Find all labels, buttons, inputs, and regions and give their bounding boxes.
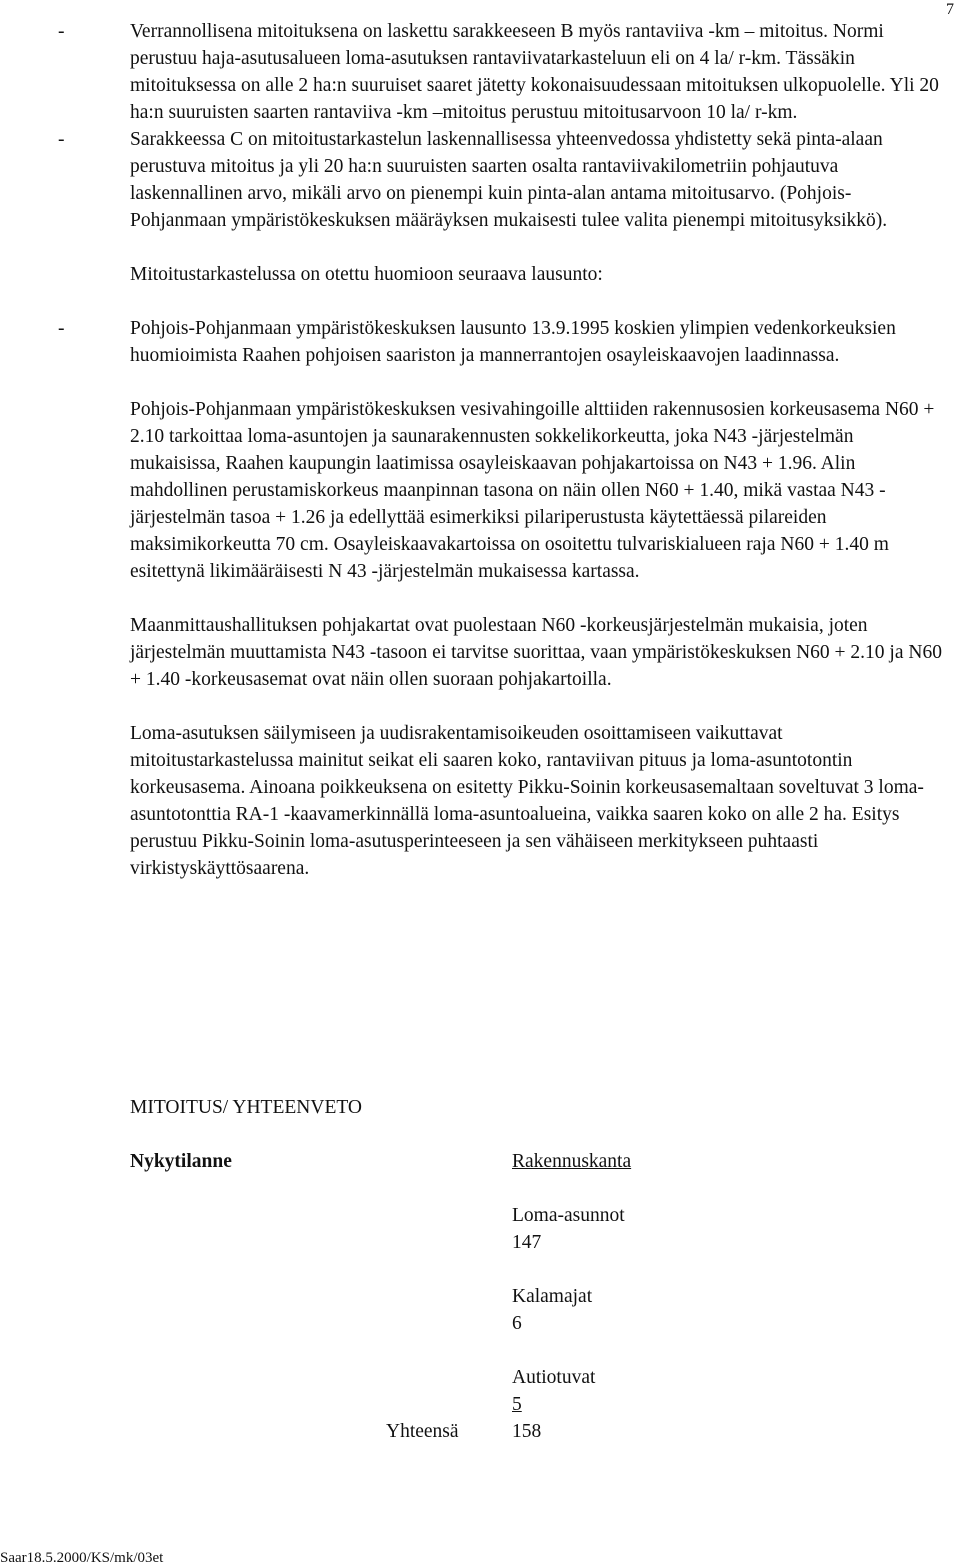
item-label: Kalamajat — [512, 1286, 593, 1307]
item-value: 147 — [512, 1232, 542, 1253]
dash-bullet: - — [58, 129, 65, 150]
paragraph-holiday-housing: Loma-asutuksen säilymiseen ja uudisrakentamisoikeuden osoittamiseen vaikuttavat mitoitustarkastelussa mainitut seikat eli saaren koko, rantaviivan pituus ja loma-asuntotontin korkeusasema. Ainoana poikkeuksena on esitetty Pikku-Soinin korkeusasemaltaan soveltuvat 3 loma-asuntotonttia RA-1 -kaavamerkinnällä loma-asuntoalueina, vaikka saaren koko on alle 2 ha. Esitys perustuu Pikku-Soinin loma-asutusperinteeseen ja sen vähäiseen merkitykseen puhtaasti virkistyskäyttösaarena. — [130, 723, 924, 879]
dash-bullet: - — [58, 21, 65, 42]
building-stock-table — [512, 1148, 812, 1418]
footer-reference: Saar18.5.2000/KS/mk/03et — [0, 1550, 164, 1566]
dash-bullet: - — [58, 318, 65, 339]
method-notes-list — [58, 18, 942, 234]
item-value: 5 — [512, 1394, 522, 1415]
building-stock-label: Rakennuskanta — [512, 1151, 632, 1172]
bullet-text: Pohjois-Pohjanmaan ympäristökeskuksen lausunto 13.9.1995 koskien ylimpien vedenkorkeuksien huomioimista Raahen pohjoisen saariston ja mannerrantojen osayleiskaavojen laadinnassa. — [130, 318, 896, 366]
bullet-text: Sarakkeessa C on mitoitustarkastelun laskennallisessa yhteenvedossa yhdistetty sekä pinta-alaan perustuva mitoitus ja yli 20 ha:n suuruisten saarten osalta rantaviivakilometriin pohjautuva laskennallinen arvo, mikäli arvo on pienempi kuin pinta-alan antama mitoitusarvo. (Pohjois-Pohjanmaan ympäristökeskuksen määräyksen mukaisesti tulee valita pienempi mitoitusyksikkö). — [130, 129, 888, 231]
item-value: 6 — [512, 1313, 522, 1334]
paragraph-flood-levels: Pohjois-Pohjanmaan ympäristökeskuksen vesivahingoille alttiiden rakennusosien korkeusasema N60 + 2.10 tarkoittaa loma-asuntojen ja saunarakennusten sokkelikorkeutta, joka N43 -järjestelmän mukaisissa, Raahen kaupungin laatimissa osayleiskaavan pohjakartoissa on N43 + 1.96. Alin mahdollinen perustamiskorkeus maanpinnan tasona on näin ollen N60 + 1.40, mikä vastaa N43 -järjestelmän tasoa + 1.26 ja edellyttää esimerkiksi pilariperustusta käytettäessä pilareiden maksimikorkeutta 70 cm. Osayleiskaavakartoissa on osoitettu tulvariskialueen raja N60 + 1.40 m esitettynä likimääräisesti N 43 -järjestelmän mukaisessa kartassa. — [130, 399, 935, 582]
item-label: Loma-asunnot — [512, 1205, 625, 1226]
statement-list — [58, 315, 942, 369]
total-value: 158 — [512, 1421, 542, 1442]
total-label: Yhteensä — [386, 1421, 459, 1442]
bullet-text: Verrannollisena mitoituksena on laskettu sarakkeeseen B myös rantaviiva -km – mitoitus. Normi perustuu haja-asutusalueen loma-asutuksen rantaviivatarkasteluun eli on 4 la/ r-km. Tässäkin mitoituksessa on alle 2 ha:n suuruiset saaret jätetty kokonaisuudessaan mitoituksen ulkopuolelle. Yli 20 ha:n suuruisten saarten rantaviiva -km –mitoitus perustuu mitoitusarvoon 10 la/ r-km. — [130, 21, 939, 123]
summary-heading: MITOITUS/ YHTEENVETO — [130, 1097, 362, 1118]
current-state-label: Nykytilanne — [130, 1151, 232, 1172]
document-body — [58, 18, 942, 882]
statement-intro: Mitoitustarkastelussa on otettu huomioon seuraava lausunto: — [130, 264, 603, 285]
list-item — [58, 18, 942, 126]
page-number: 7 — [946, 1, 954, 18]
paragraph-base-maps: Maanmittaushallituksen pohjakartat ovat puolestaan N60 -korkeusjärjestelmän mukaisia, joten järjestelmän muuttamista N43 -tasoon ei tarvitse suorittaa, vaan ympäristökeskuksen N60 + 2.10 ja N60 + 1.40 -korkeusasemat ovat näin ollen suoraan pohjakartoilla. — [130, 615, 942, 690]
list-item — [58, 315, 942, 369]
list-item — [58, 126, 942, 234]
item-label: Autiotuvat — [512, 1367, 596, 1388]
